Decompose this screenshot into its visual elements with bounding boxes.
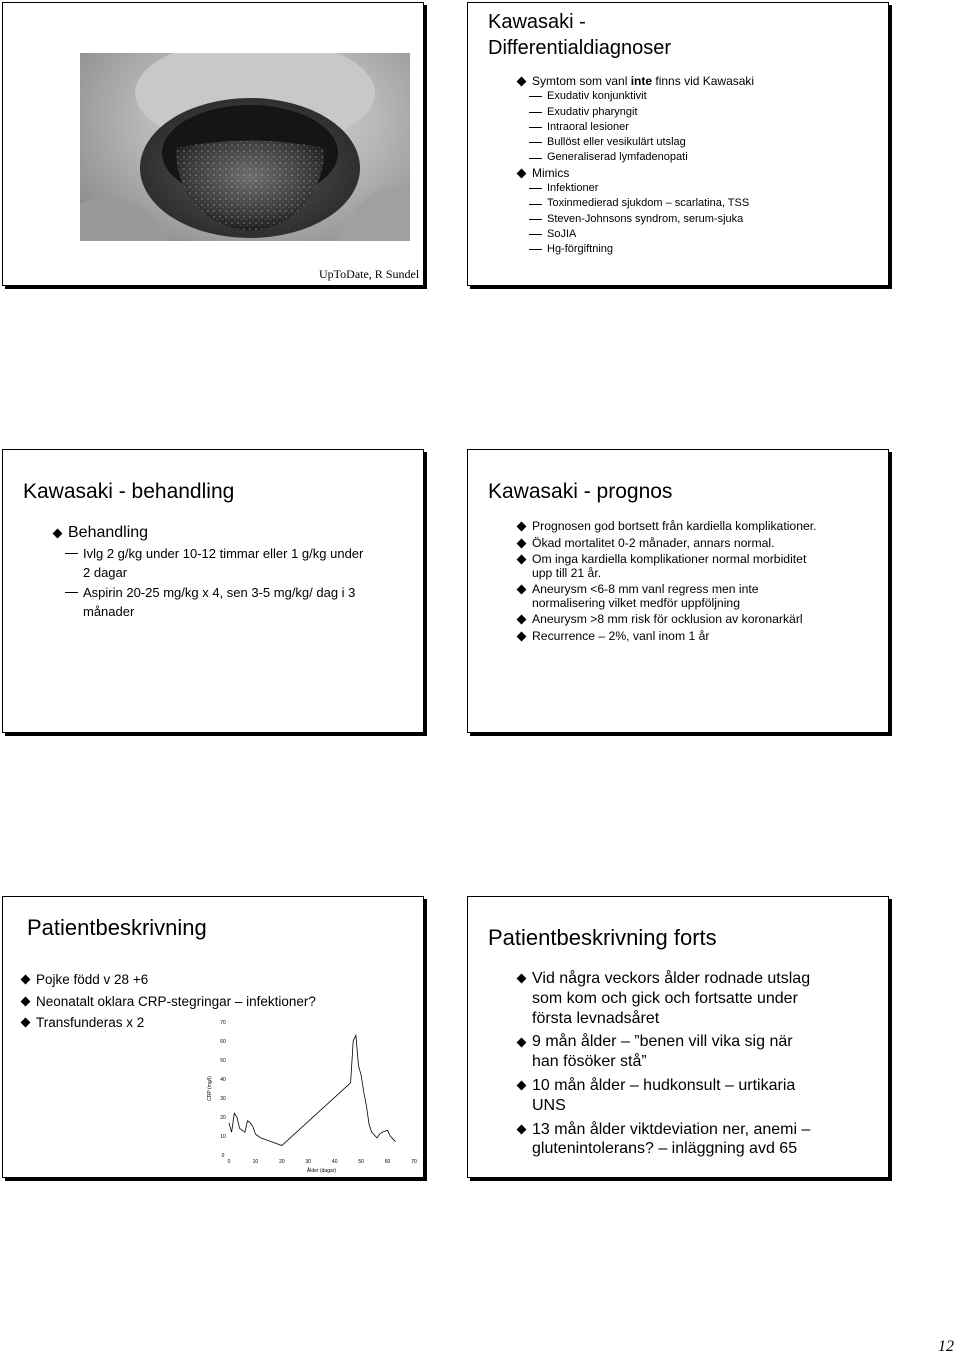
x-tick-label: 50 bbox=[358, 1159, 364, 1165]
crp-series-line bbox=[229, 1035, 396, 1145]
sub-item: Aspirin 20-25 mg/kg x 4, sen 3-5 mg/kg/ dag i 3 månader bbox=[53, 584, 373, 621]
bullet-item: Pojke född v 28 +6 bbox=[21, 969, 411, 991]
bullet-item: 10 mån ålder – hudkonsult – urtikaria UNS bbox=[517, 1076, 817, 1116]
y-tick-label: 50 bbox=[220, 1058, 226, 1064]
slide-patientbeskrivning bbox=[2, 896, 424, 1178]
sub-item: Exudativ pharyngit bbox=[517, 105, 877, 120]
bullet-list-prognos bbox=[517, 520, 817, 646]
y-axis-label: CRP (mg/l) bbox=[207, 1076, 213, 1101]
y-tick-label: 30 bbox=[220, 1096, 226, 1102]
x-tick-label: 30 bbox=[305, 1159, 312, 1165]
crp-chart bbox=[199, 1015, 417, 1177]
sub-item: Intraoral lesioner bbox=[517, 120, 877, 135]
x-axis-label: Ålder (dagar) bbox=[306, 1168, 337, 1174]
tongue-photo bbox=[80, 53, 410, 241]
bullet-mimics: Mimics bbox=[517, 166, 877, 181]
bullet-list-forts bbox=[517, 969, 817, 1163]
bullet-behandling: Behandling bbox=[53, 523, 373, 543]
x-tick-label: 40 bbox=[331, 1159, 338, 1165]
slide-title: Kawasaki - behandling bbox=[23, 480, 235, 503]
sub-item: Ivlg 2 g/kg under 10-12 timmar eller 1 g/kg under 2 dagar bbox=[53, 545, 373, 582]
slide-prognos bbox=[467, 449, 889, 733]
slide-title: Kawasaki - Differentialdiagnoser bbox=[488, 11, 672, 59]
x-tick-label: 60 bbox=[384, 1159, 391, 1165]
y-tick-label: 40 bbox=[220, 1077, 226, 1083]
slide-title: Patientbeskrivning bbox=[27, 915, 207, 940]
sub-list-mimics bbox=[517, 181, 877, 257]
slide-title: Kawasaki - prognos bbox=[488, 480, 673, 503]
sub-item: Generaliserad lymfadenopati bbox=[517, 150, 877, 165]
bullet-item: Transfunderas x 2 bbox=[21, 1012, 411, 1034]
y-tick-label: 70 bbox=[220, 1020, 226, 1026]
sub-list-behandling bbox=[53, 545, 373, 621]
sub-item: Hg-förgiftning bbox=[517, 242, 877, 257]
slide-photo bbox=[2, 2, 424, 286]
bullet-intro: Symtom som vanl inte finns vid Kawasaki bbox=[517, 74, 877, 89]
sub-list-symptoms bbox=[517, 89, 877, 165]
bullet-item: Prognosen god bortsett från kardiella komplikationer. bbox=[517, 520, 817, 534]
page-number: 12 bbox=[938, 1338, 954, 1355]
sub-item: SoJIA bbox=[517, 227, 877, 242]
bullet-item: Recurrence – 2%, vanl inom 1 år bbox=[517, 630, 817, 644]
x-tick-label: 10 bbox=[252, 1159, 259, 1165]
y-tick-label: 60 bbox=[220, 1039, 226, 1045]
y-tick-label: 10 bbox=[220, 1134, 226, 1140]
x-tick-label: 70 bbox=[411, 1159, 417, 1165]
bullet-item: Ökad mortalitet 0-2 månader, annars normal. bbox=[517, 537, 817, 551]
slide-behandling bbox=[2, 449, 424, 733]
bullet-item: Vid några veckors ålder rodnade utslag som kom och gick och fortsatte under första levnadsåret bbox=[517, 969, 817, 1028]
y-tick-label: 20 bbox=[220, 1115, 226, 1121]
bullet-item: Aneurysm >8 mm risk för ocklusion av koronarkärl bbox=[517, 613, 817, 627]
bullet-item: 9 mån ålder – ”benen vill vika sig när han fösöker stå” bbox=[517, 1032, 817, 1072]
sub-item: Toxinmedierad sjukdom – scarlatina, TSS bbox=[517, 196, 877, 211]
sub-item: Infektioner bbox=[517, 181, 877, 196]
sub-item: Bullöst eller vesikulärt utslag bbox=[517, 135, 877, 150]
bullet-item: Aneurysm <6-8 mm vanl regress men inte normalisering vilket medför uppföljning bbox=[517, 583, 817, 610]
x-tick-label: 20 bbox=[279, 1159, 285, 1165]
y-tick-label: 0 bbox=[221, 1153, 225, 1159]
slide-differentialdiagnoser bbox=[467, 2, 889, 286]
photo-credit: UpToDate, R Sundel bbox=[319, 267, 420, 281]
sub-item: Exudativ konjunktivit bbox=[517, 89, 877, 104]
bullet-item: Om inga kardiella komplikationer normal morbiditet upp till 21 år. bbox=[517, 553, 817, 580]
slide-title: Patientbeskrivning forts bbox=[488, 925, 717, 950]
sub-item: Steven-Johnsons syndrom, serum-sjuka bbox=[517, 212, 877, 227]
bullet-item: 13 mån ålder viktdeviation ner, anemi – glutenintolerans? – inläggning avd 65 bbox=[517, 1120, 817, 1160]
chart-ticks bbox=[220, 1020, 417, 1165]
bullet-item: Neonatalt oklara CRP-stegringar – infektioner? bbox=[21, 991, 411, 1013]
slide-patientbeskrivning-forts bbox=[467, 896, 889, 1178]
x-tick-label: 0 bbox=[227, 1159, 231, 1165]
